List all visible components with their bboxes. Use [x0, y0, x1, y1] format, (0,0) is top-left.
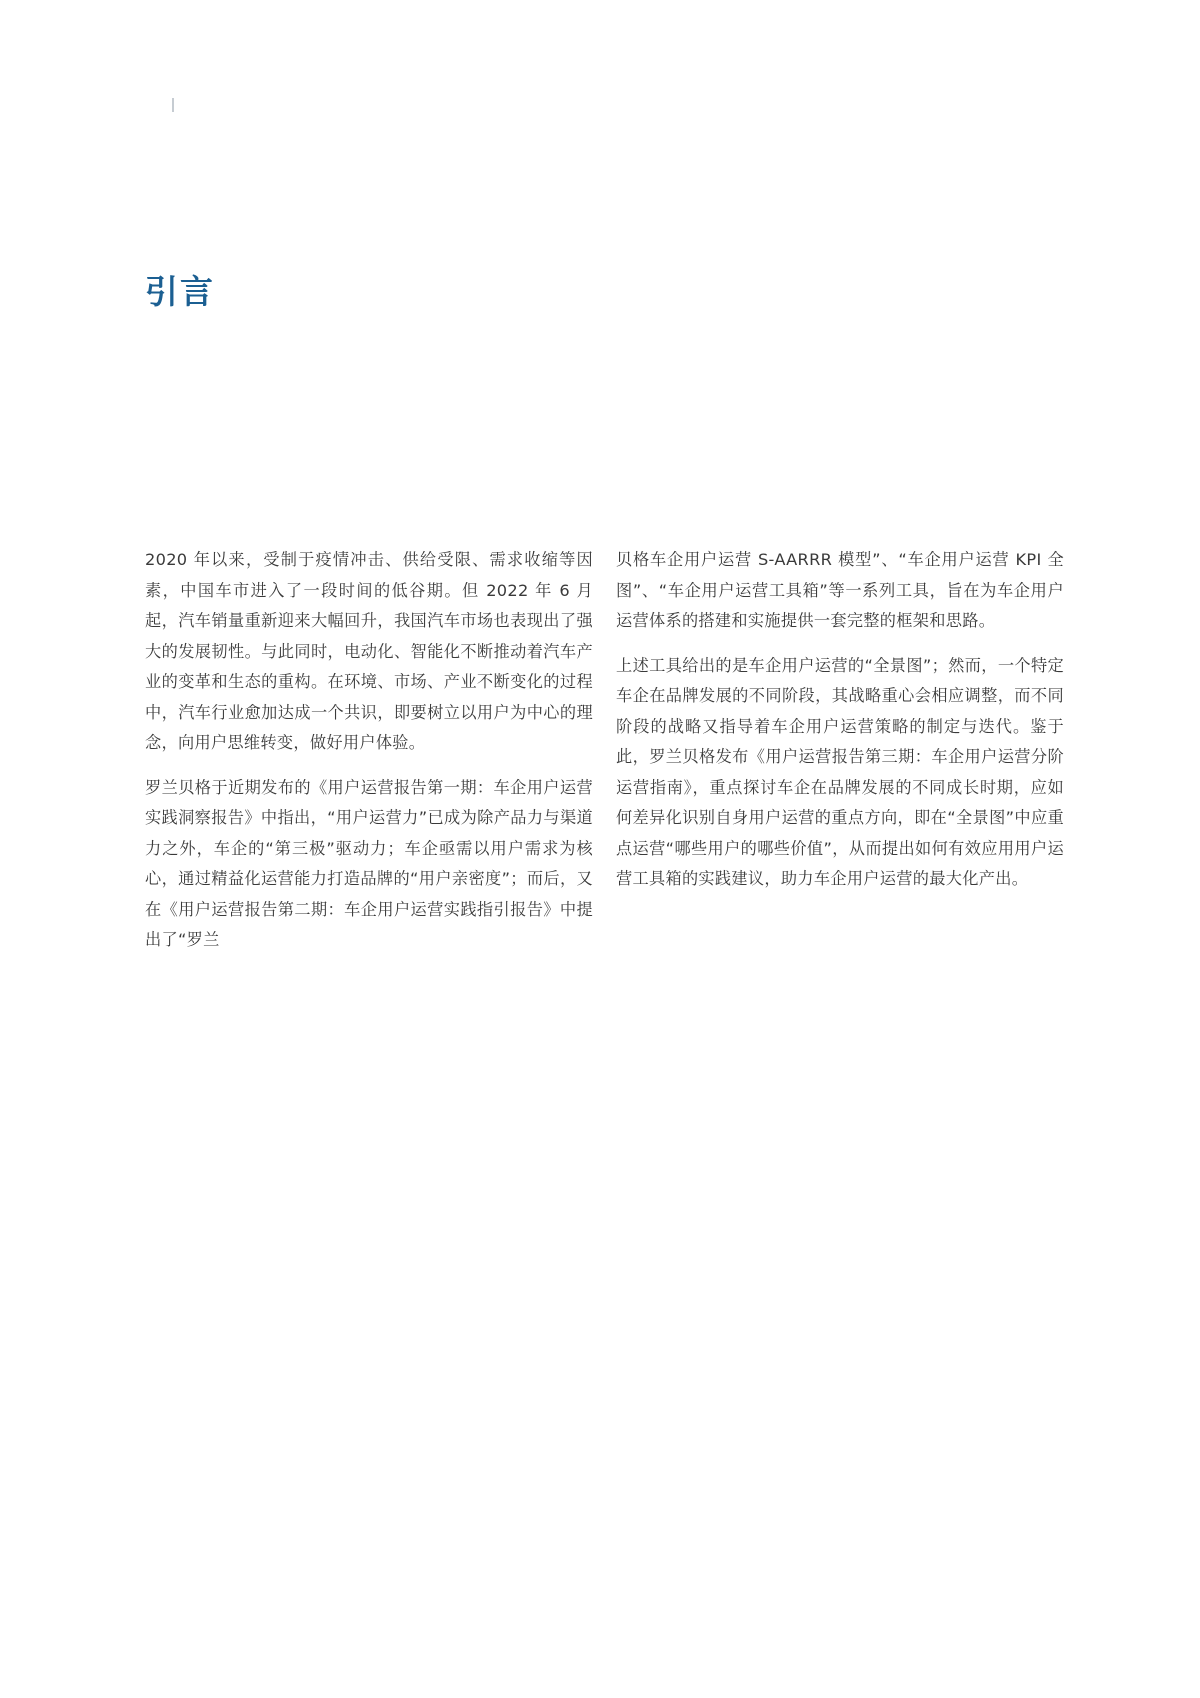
page-title: 引言: [145, 272, 215, 311]
paragraph-intro-market: 2020 年以来，受制于疫情冲击、供给受限、需求收缩等因素，中国车市进入了一段时间的低谷期。但 2022 年 6 月起，汽车销量重新迎来大幅回升，我国汽车市场也表现出了强大的发展韧性。与此同时，电动化、智能化不断推动着汽车产业的变革和生态的重构。在环境、市场、产业不断变化的过程中，汽车行业愈加达成一个共识，即要树立以用户为中心的理念，向用户思维转变，做好用户体验。: [145, 550, 593, 752]
left-text-column: [145, 545, 593, 970]
right-text-column: [616, 545, 1064, 909]
paragraph-previous-reports: 罗兰贝格于近期发布的《用户运营报告第一期：车企用户运营实践洞察报告》中指出，“用户运营力”已成为除产品力与渠道力之外，车企的“第三极”驱动力；车企亟需以用户需求为核心，通过精益化运营能力打造品牌的“用户亲密度”；而后，又在《用户运营报告第二期：车企用户运营实践指引报告》中提出了“罗兰: [145, 777, 593, 949]
paragraph-tools-continued: 贝格车企用户运营 S-AARRR 模型”、“车企用户运营 KPI 全图”、“车企用户运营工具箱”等一系列工具，旨在为车企用户运营体系的搭建和实施提供一套完整的框架和思路。: [616, 550, 1064, 630]
page-marker-line: [172, 98, 174, 112]
paragraph-report-purpose: 上述工具给出的是车企用户运营的“全景图”；然而，一个特定车企在品牌发展的不同阶段，其战略重心会相应调整，而不同阶段的战略又指导着车企用户运营策略的制定与迭代。鉴于此，罗兰贝格发布《用户运营报告第三期：车企用户运营分阶运营指南》，重点探讨车企在品牌发展的不同成长时期，应如何差异化识别自身用户运营的重点方向，即在“全景图”中应重点运营“哪些用户的哪些价值”，从而提出如何有效应用用户运营工具箱的实践建议，助力车企用户运营的最大化产出。: [616, 655, 1064, 888]
